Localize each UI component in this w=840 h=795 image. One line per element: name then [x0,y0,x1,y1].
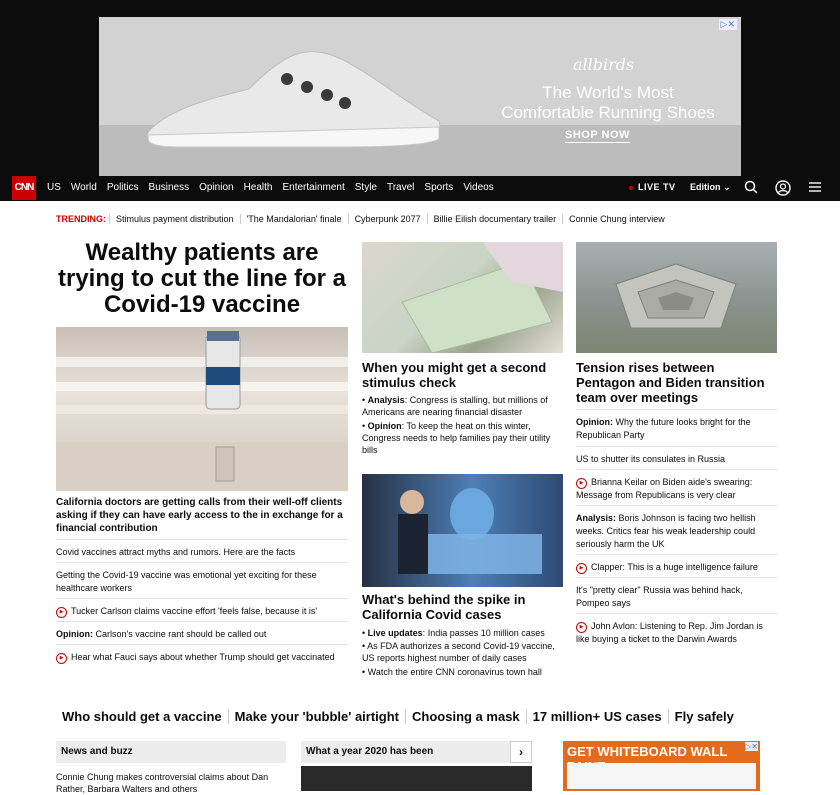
trending-item[interactable]: Billie Eilish documentary trailer [427,214,563,224]
analysis-label: Analysis [367,395,405,405]
list-item-text: Carlson's vaccine rant should be called out [95,629,267,639]
stimulus-headline[interactable]: When you might get a second stimulus check [362,360,547,390]
covid-bullet[interactable]: • Watch the entire CNN coronavirus town hall [362,667,542,677]
whiteboard-ad-sketch [567,763,756,789]
topic-link[interactable]: Who should get a vaccine [62,709,222,724]
video-list-item[interactable] [576,554,777,574]
nav-link-us[interactable]: US [47,182,61,193]
chevron-down-icon: ⌄ [723,182,731,192]
allbirds-ad-banner[interactable] [99,17,741,176]
cnn-logo[interactable]: CNN [12,176,36,200]
nav-link-sports[interactable]: Sports [424,182,454,193]
bullet-text: To keep the heat on this winter, Congress needs to help families pay their utility bills [362,421,551,455]
nav-link-opinion[interactable]: Opinion [199,182,234,193]
ad-choices-icon[interactable]: ▷✕ [745,742,758,751]
stimulus-bullet[interactable]: • Analysis: Congress is stalling, but millions of Americans are nearing financial disaster [362,395,548,417]
opinion-label: Opinion: [576,417,613,427]
list-item[interactable]: Getting the Covid-19 vaccine was emotional yet exciting for these healthcare workers [56,562,348,595]
year-2020-header [301,741,532,763]
nav-link-health[interactable]: Health [243,182,273,193]
list-item-text: Why the future looks bright for the Republican Party [576,417,751,440]
nav-link-entertainment[interactable]: Entertainment [282,182,345,193]
trending-bar [56,214,671,224]
hospital-photo[interactable] [362,474,563,587]
nav-link-world[interactable]: World [70,182,97,193]
bullet-text: Watch the entire CNN coronavirus town hall [367,667,542,677]
list-item[interactable] [56,621,348,641]
trending-label: TRENDING: [56,214,106,224]
list-item-text: John Avlon: Listening to Rep. Jim Jordan is like buying a ticket to the Darwin Awards [576,621,763,644]
ad-brand-logo: allbirds [573,55,635,74]
list-item[interactable]: Connie Chung makes controversial claims about Dan Rather, Barbara Walters and others [56,772,269,794]
pentagon-photo[interactable] [576,242,777,353]
ad-headline-line1: The World's Most [542,83,674,102]
list-item-text: Clapper: This is a huge intelligence failure [591,562,758,572]
trending-item[interactable]: Stimulus payment distribution [109,214,240,224]
topic-link[interactable]: Choosing a mask [405,709,526,724]
account-icon[interactable] [775,180,791,200]
stimulus-bullet[interactable]: • Opinion: To keep the heat on this winter, Congress needs to help families pay their utility bills [362,421,551,455]
list-item-text: Boris Johnson is facing two hellish weeks. Critics fear his weak leadership could seriously harm the UK [576,513,756,549]
covid-headline[interactable]: What's behind the spike in California Covid cases [362,592,526,622]
covid-bullet[interactable]: • As FDA authorizes a second Covid-19 vaccine, US reports highest number of daily cases [362,641,555,663]
live-updates-label: Live updates [367,628,423,638]
chevron-right-icon[interactable]: › [510,741,532,763]
whiteboard-ad-text: GET WHITEBOARD WALL [567,744,728,759]
main-navigation [0,176,840,201]
trending-item[interactable]: Connie Chung interview [562,214,671,224]
top-ad-area [0,0,840,176]
video-list-item[interactable] [576,469,777,502]
opinion-label: Opinion [367,421,402,431]
nav-link-politics[interactable]: Politics [106,182,139,193]
list-item-text: Tucker Carlson claims vaccine effort 'feels false, because it is' [71,606,318,616]
bullet-text: India passes 10 million cases [427,628,545,638]
video-list-item[interactable] [576,613,777,646]
video-list-item[interactable] [56,598,348,618]
list-item[interactable] [576,409,777,442]
live-tv-link[interactable]: LIVE TV [629,182,676,192]
trending-item[interactable]: 'The Mandalorian' finale [240,214,348,224]
list-item[interactable]: It's "pretty clear" Russia was behind hack, Pompeo says [576,577,777,610]
search-icon[interactable] [744,180,758,198]
pentagon-headline[interactable]: Tension rises between Pentagon and Biden transition team over meetings [576,360,765,405]
ad-headline-line2: Comfortable Running Shoes [501,103,715,122]
hero-caption[interactable]: California doctors are getting calls from their well-off clients asking if they can have early access to the in exchange for a financial contribution [56,497,343,534]
topic-link[interactable]: Fly safely [668,709,740,724]
vaccine-photo[interactable] [56,327,348,491]
list-item[interactable] [576,505,777,551]
nav-links [47,182,494,193]
opinion-label: Opinion: [56,629,93,639]
stimulus-check-photo[interactable] [362,242,563,353]
analysis-label: Analysis: [576,513,617,523]
nav-link-style[interactable]: Style [354,182,377,193]
ad-choices-icon[interactable]: ▷✕ [720,19,735,29]
list-item-text: Brianna Keilar on Biden aide's swearing: Message from Republicans is very clear [576,477,753,500]
menu-icon[interactable] [808,180,822,198]
nav-link-business[interactable]: Business [148,182,190,193]
bullet-text: As FDA authorizes a second Covid-19 vaccine, US reports highest number of daily cases [362,641,555,663]
trending-item[interactable]: Cyberpunk 2077 [348,214,427,224]
topic-link[interactable]: 17 million+ US cases [526,709,668,724]
edition-dropdown[interactable] [690,182,731,193]
running-shoe-image [139,39,449,149]
bullet-text: Congress is stalling, but millions of Americans are nearing financial disaster [362,395,548,417]
nav-link-travel[interactable]: Travel [386,182,415,193]
edition-label: Edition [690,182,721,192]
whiteboard-paint-ad[interactable] [563,741,760,791]
nav-link-videos[interactable]: Videos [463,182,494,193]
list-item[interactable]: Covid vaccines attract myths and rumors. Here are the facts [56,539,348,559]
list-item-text: Hear what Fauci says about whether Trump should get vaccinated [71,652,335,662]
topic-link[interactable]: Make your 'bubble' airtight [228,709,405,724]
video-list-item[interactable] [56,644,348,664]
news-buzz-header: News and buzz [56,741,286,763]
hero-headline[interactable]: Wealthy patients are trying to cut the line for a Covid-19 vaccine [57,239,346,318]
topics-bar [62,709,740,724]
covid-bullet[interactable]: • Live updates: India passes 10 million cases [362,628,545,638]
ad-shop-now-link[interactable]: SHOP NOW [565,129,630,141]
list-item[interactable]: US to shutter its consulates in Russia [576,446,777,466]
year-2020-title: What a year 2020 has been [306,746,434,757]
year-2020-photo[interactable] [301,766,532,791]
